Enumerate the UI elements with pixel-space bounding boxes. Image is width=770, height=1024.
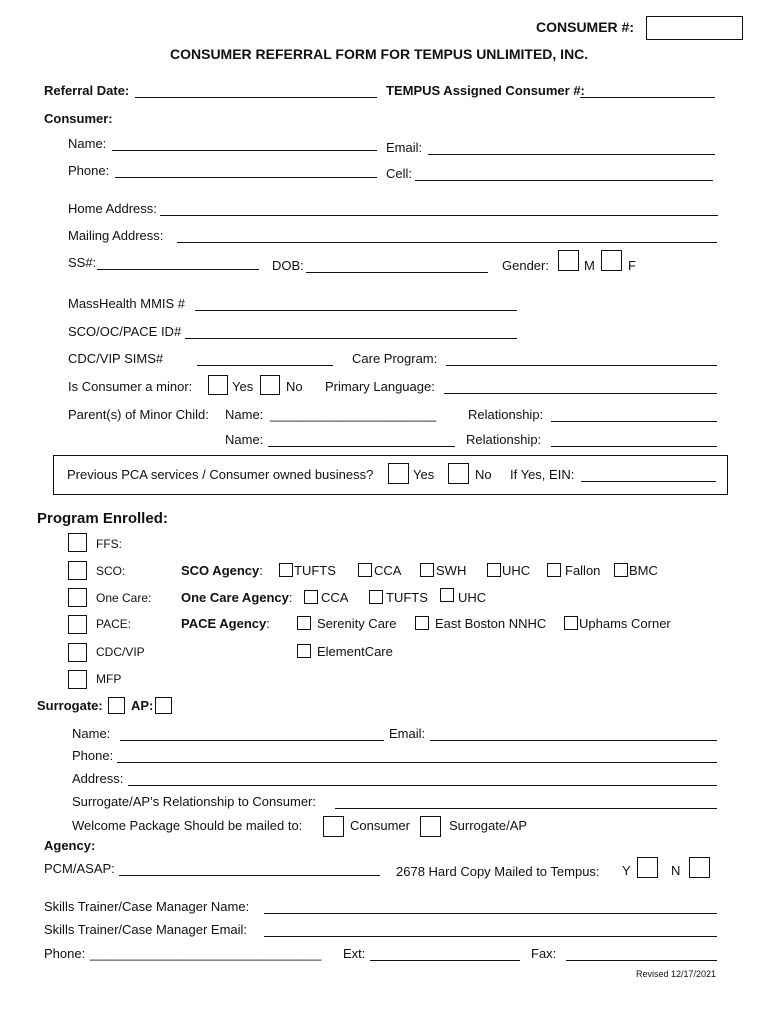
hardcopy-n-label: N: [671, 863, 681, 878]
gender-m-checkbox[interactable]: [558, 250, 579, 271]
form-title: CONSUMER REFERRAL FORM FOR TEMPUS UNLIMITED, INC.: [170, 46, 589, 62]
sco-bmc-label: BMC: [629, 563, 658, 578]
hardcopy-n-checkbox[interactable]: [689, 857, 710, 878]
welcome-consumer-checkbox[interactable]: [323, 816, 344, 837]
onecare-tufts-label: TUFTS: [386, 590, 428, 605]
agency-fax-field[interactable]: [566, 960, 717, 961]
consumer-cell-label: Cell:: [386, 166, 413, 181]
minor-yes-label: Yes: [232, 379, 254, 394]
welcome-consumer-label: Consumer: [350, 818, 410, 833]
trainer-name-field[interactable]: [264, 913, 717, 914]
sco-tufts-label: TUFTS: [294, 563, 336, 578]
program-mfp-checkbox[interactable]: [68, 670, 87, 689]
trainer-name-label: Skills Trainer/Case Manager Name:: [44, 899, 250, 914]
assigned-consumer-label: TEMPUS Assigned Consumer #:: [386, 83, 585, 98]
sco-agency-label-text: SCO Agency: [181, 563, 260, 578]
home-address-label: Home Address:: [68, 201, 157, 216]
agency-ext-label: Ext:: [343, 946, 366, 961]
dob-field[interactable]: [306, 272, 488, 273]
masshealth-field[interactable]: [195, 310, 517, 311]
onecare-agency-colon: :: [288, 590, 293, 605]
minor-label: Is Consumer a minor:: [68, 379, 193, 394]
program-cdc-label: CDC/VIP: [96, 645, 145, 659]
surrogate-relationship-label: Surrogate/AP’s Relationship to Consumer:: [72, 794, 316, 809]
surrogate-phone-field[interactable]: [117, 762, 717, 763]
surrogate-email-field[interactable]: [430, 740, 717, 741]
gender-f-label: F: [628, 258, 636, 273]
pace-serenity-checkbox[interactable]: [297, 616, 311, 630]
onecare-agency-label: [181, 590, 293, 605]
parent1-name-label: Name:: [225, 407, 264, 422]
surrogate-phone-label: Phone:: [72, 748, 114, 763]
referral-date-label: Referral Date:: [44, 83, 130, 98]
gender-m-label: M: [584, 258, 595, 273]
sco-swh-label: SWH: [436, 563, 467, 578]
consumer-number-field[interactable]: [646, 16, 743, 40]
agency-fax-label: Fax:: [531, 946, 557, 961]
consumer-name-field[interactable]: [112, 150, 377, 151]
sco-fallon-checkbox[interactable]: [547, 563, 561, 577]
sco-swh-checkbox[interactable]: [420, 563, 434, 577]
revised-date: Revised 12/17/2021: [636, 969, 717, 979]
parent1-relationship-label: Relationship:: [468, 407, 544, 422]
surrogate-label: Surrogate:: [37, 698, 103, 713]
surrogate-relationship-field[interactable]: [335, 808, 717, 809]
minor-no-checkbox[interactable]: [260, 375, 280, 395]
pace-uphams-checkbox[interactable]: [564, 616, 578, 630]
trainer-email-label: Skills Trainer/Case Manager Email:: [44, 922, 248, 937]
hardcopy-label: 2678 Hard Copy Mailed to Tempus:: [396, 864, 600, 879]
surrogate-address-label: Address:: [72, 771, 124, 786]
onecare-uhc-label: UHC: [458, 590, 487, 605]
program-sco-checkbox[interactable]: [68, 561, 87, 580]
pace-elementcare-checkbox[interactable]: [297, 644, 311, 658]
pace-eastboston-checkbox[interactable]: [415, 616, 429, 630]
ss-label: SS#:: [68, 255, 97, 270]
parents-label: Parent(s) of Minor Child:: [68, 407, 209, 422]
sco-tufts-checkbox[interactable]: [279, 563, 293, 577]
gender-f-checkbox[interactable]: [601, 250, 622, 271]
ein-label: If Yes, EIN:: [510, 467, 575, 482]
parent1-name-field[interactable]: _______________________: [270, 407, 437, 422]
minor-yes-checkbox[interactable]: [208, 375, 228, 395]
home-address-field[interactable]: [160, 215, 718, 216]
assigned-consumer-field[interactable]: [580, 97, 715, 98]
agency-phone-field[interactable]: ________________________________: [90, 946, 322, 961]
previous-no-label: No: [475, 467, 492, 482]
welcome-package-label: Welcome Package Should be mailed to:: [72, 818, 303, 833]
sco-id-label: SCO/OC/PACE ID#: [68, 324, 182, 339]
program-pace-checkbox[interactable]: [68, 615, 87, 634]
previous-yes-label: Yes: [413, 467, 435, 482]
dob-label: DOB:: [272, 258, 304, 273]
care-program-label: Care Program:: [352, 351, 438, 366]
parent1-relationship-field[interactable]: [551, 421, 717, 422]
gender-label: Gender:: [502, 258, 549, 273]
consumer-email-field[interactable]: [428, 154, 715, 155]
surrogate-name-label: Name:: [72, 726, 111, 741]
welcome-surrogate-label: Surrogate/AP: [449, 818, 528, 833]
consumer-name-label: Name:: [68, 136, 107, 151]
pace-agency-colon: :: [266, 616, 270, 631]
pace-elementcare-label: ElementCare: [317, 644, 393, 659]
pace-serenity-label: Serenity Care: [317, 616, 397, 631]
program-pace-label: PACE:: [96, 617, 132, 631]
pace-uphams-label: Uphams Corner: [579, 616, 671, 631]
onecare-uhc-checkbox[interactable]: [440, 588, 454, 602]
program-sco-label: SCO:: [96, 564, 126, 578]
program-mfp-label: MFP: [96, 672, 122, 686]
consumer-heading: Consumer:: [44, 111, 113, 126]
referral-date-field[interactable]: [135, 97, 377, 98]
onecare-agency-label-text: One Care Agency: [181, 590, 289, 605]
parent2-relationship-label: Relationship:: [466, 432, 542, 447]
program-cdc-checkbox[interactable]: [68, 643, 87, 662]
program-enrolled-heading: Program Enrolled:: [37, 510, 168, 527]
pcm-label: PCM/ASAP:: [44, 861, 115, 876]
cdc-sims-field[interactable]: [197, 365, 333, 366]
surrogate-address-field[interactable]: [128, 785, 717, 786]
program-ffs-checkbox[interactable]: [68, 533, 87, 552]
sco-cca-checkbox[interactable]: [358, 563, 372, 577]
sco-bmc-checkbox[interactable]: [614, 563, 628, 577]
hardcopy-y-checkbox[interactable]: [637, 857, 658, 878]
parent2-name-field[interactable]: [268, 446, 455, 447]
sco-id-field[interactable]: [185, 338, 517, 339]
onecare-tufts-checkbox[interactable]: [369, 590, 383, 604]
agency-heading: Agency:: [44, 838, 96, 853]
surrogate-email-label: Email:: [389, 726, 426, 741]
pace-agency-label: [181, 616, 270, 631]
consumer-phone-field[interactable]: [115, 177, 377, 178]
program-onecare-checkbox[interactable]: [68, 588, 87, 607]
care-program-field[interactable]: [446, 365, 717, 366]
previous-pca-question: Previous PCA services / Consumer owned business?: [67, 467, 374, 482]
previous-no-checkbox[interactable]: [448, 463, 469, 484]
sco-fallon-label: Fallon: [565, 563, 601, 578]
cdc-sims-label: CDC/VIP SIMS#: [68, 351, 164, 366]
program-ffs-label: FFS:: [96, 537, 122, 551]
parent2-name-label: Name:: [225, 432, 264, 447]
minor-no-label: No: [286, 379, 303, 394]
ein-field[interactable]: [581, 481, 716, 482]
program-onecare-label: One Care:: [96, 591, 152, 605]
parent2-relationship-field[interactable]: [551, 446, 717, 447]
pace-eastboston-label: East Boston NNHC: [435, 616, 547, 631]
surrogate-name-field[interactable]: [120, 740, 384, 741]
sco-agency-label: [181, 563, 263, 578]
consumer-email-label: Email:: [386, 140, 423, 155]
trainer-email-field[interactable]: [264, 936, 717, 937]
sco-agency-colon: :: [259, 563, 263, 578]
previous-yes-checkbox[interactable]: [388, 463, 409, 484]
primary-language-label: Primary Language:: [325, 379, 435, 394]
ap-label: AP:: [131, 698, 154, 713]
ss-field[interactable]: [97, 269, 259, 270]
consumer-number-label: CONSUMER #:: [536, 19, 635, 35]
onecare-cca-label: CCA: [321, 590, 349, 605]
ap-checkbox[interactable]: [155, 697, 172, 714]
consumer-cell-field[interactable]: [415, 180, 713, 181]
welcome-surrogate-checkbox[interactable]: [420, 816, 441, 837]
hardcopy-y-label: Y: [622, 863, 631, 878]
mailing-address-field[interactable]: [177, 242, 717, 243]
agency-ext-field[interactable]: [370, 960, 520, 961]
onecare-cca-checkbox[interactable]: [304, 590, 318, 604]
consumer-phone-label: Phone:: [68, 163, 110, 178]
masshealth-label: MassHealth MMIS #: [68, 296, 186, 311]
agency-phone-label: Phone:: [44, 946, 86, 961]
surrogate-checkbox[interactable]: [108, 697, 125, 714]
mailing-address-label: Mailing Address:: [68, 228, 164, 243]
sco-uhc-checkbox[interactable]: [487, 563, 501, 577]
primary-language-field[interactable]: [444, 393, 717, 394]
pcm-field[interactable]: [119, 875, 380, 876]
sco-cca-label: CCA: [374, 563, 402, 578]
sco-uhc-label: UHC: [502, 563, 531, 578]
pace-agency-label-text: PACE Agency: [181, 616, 267, 631]
